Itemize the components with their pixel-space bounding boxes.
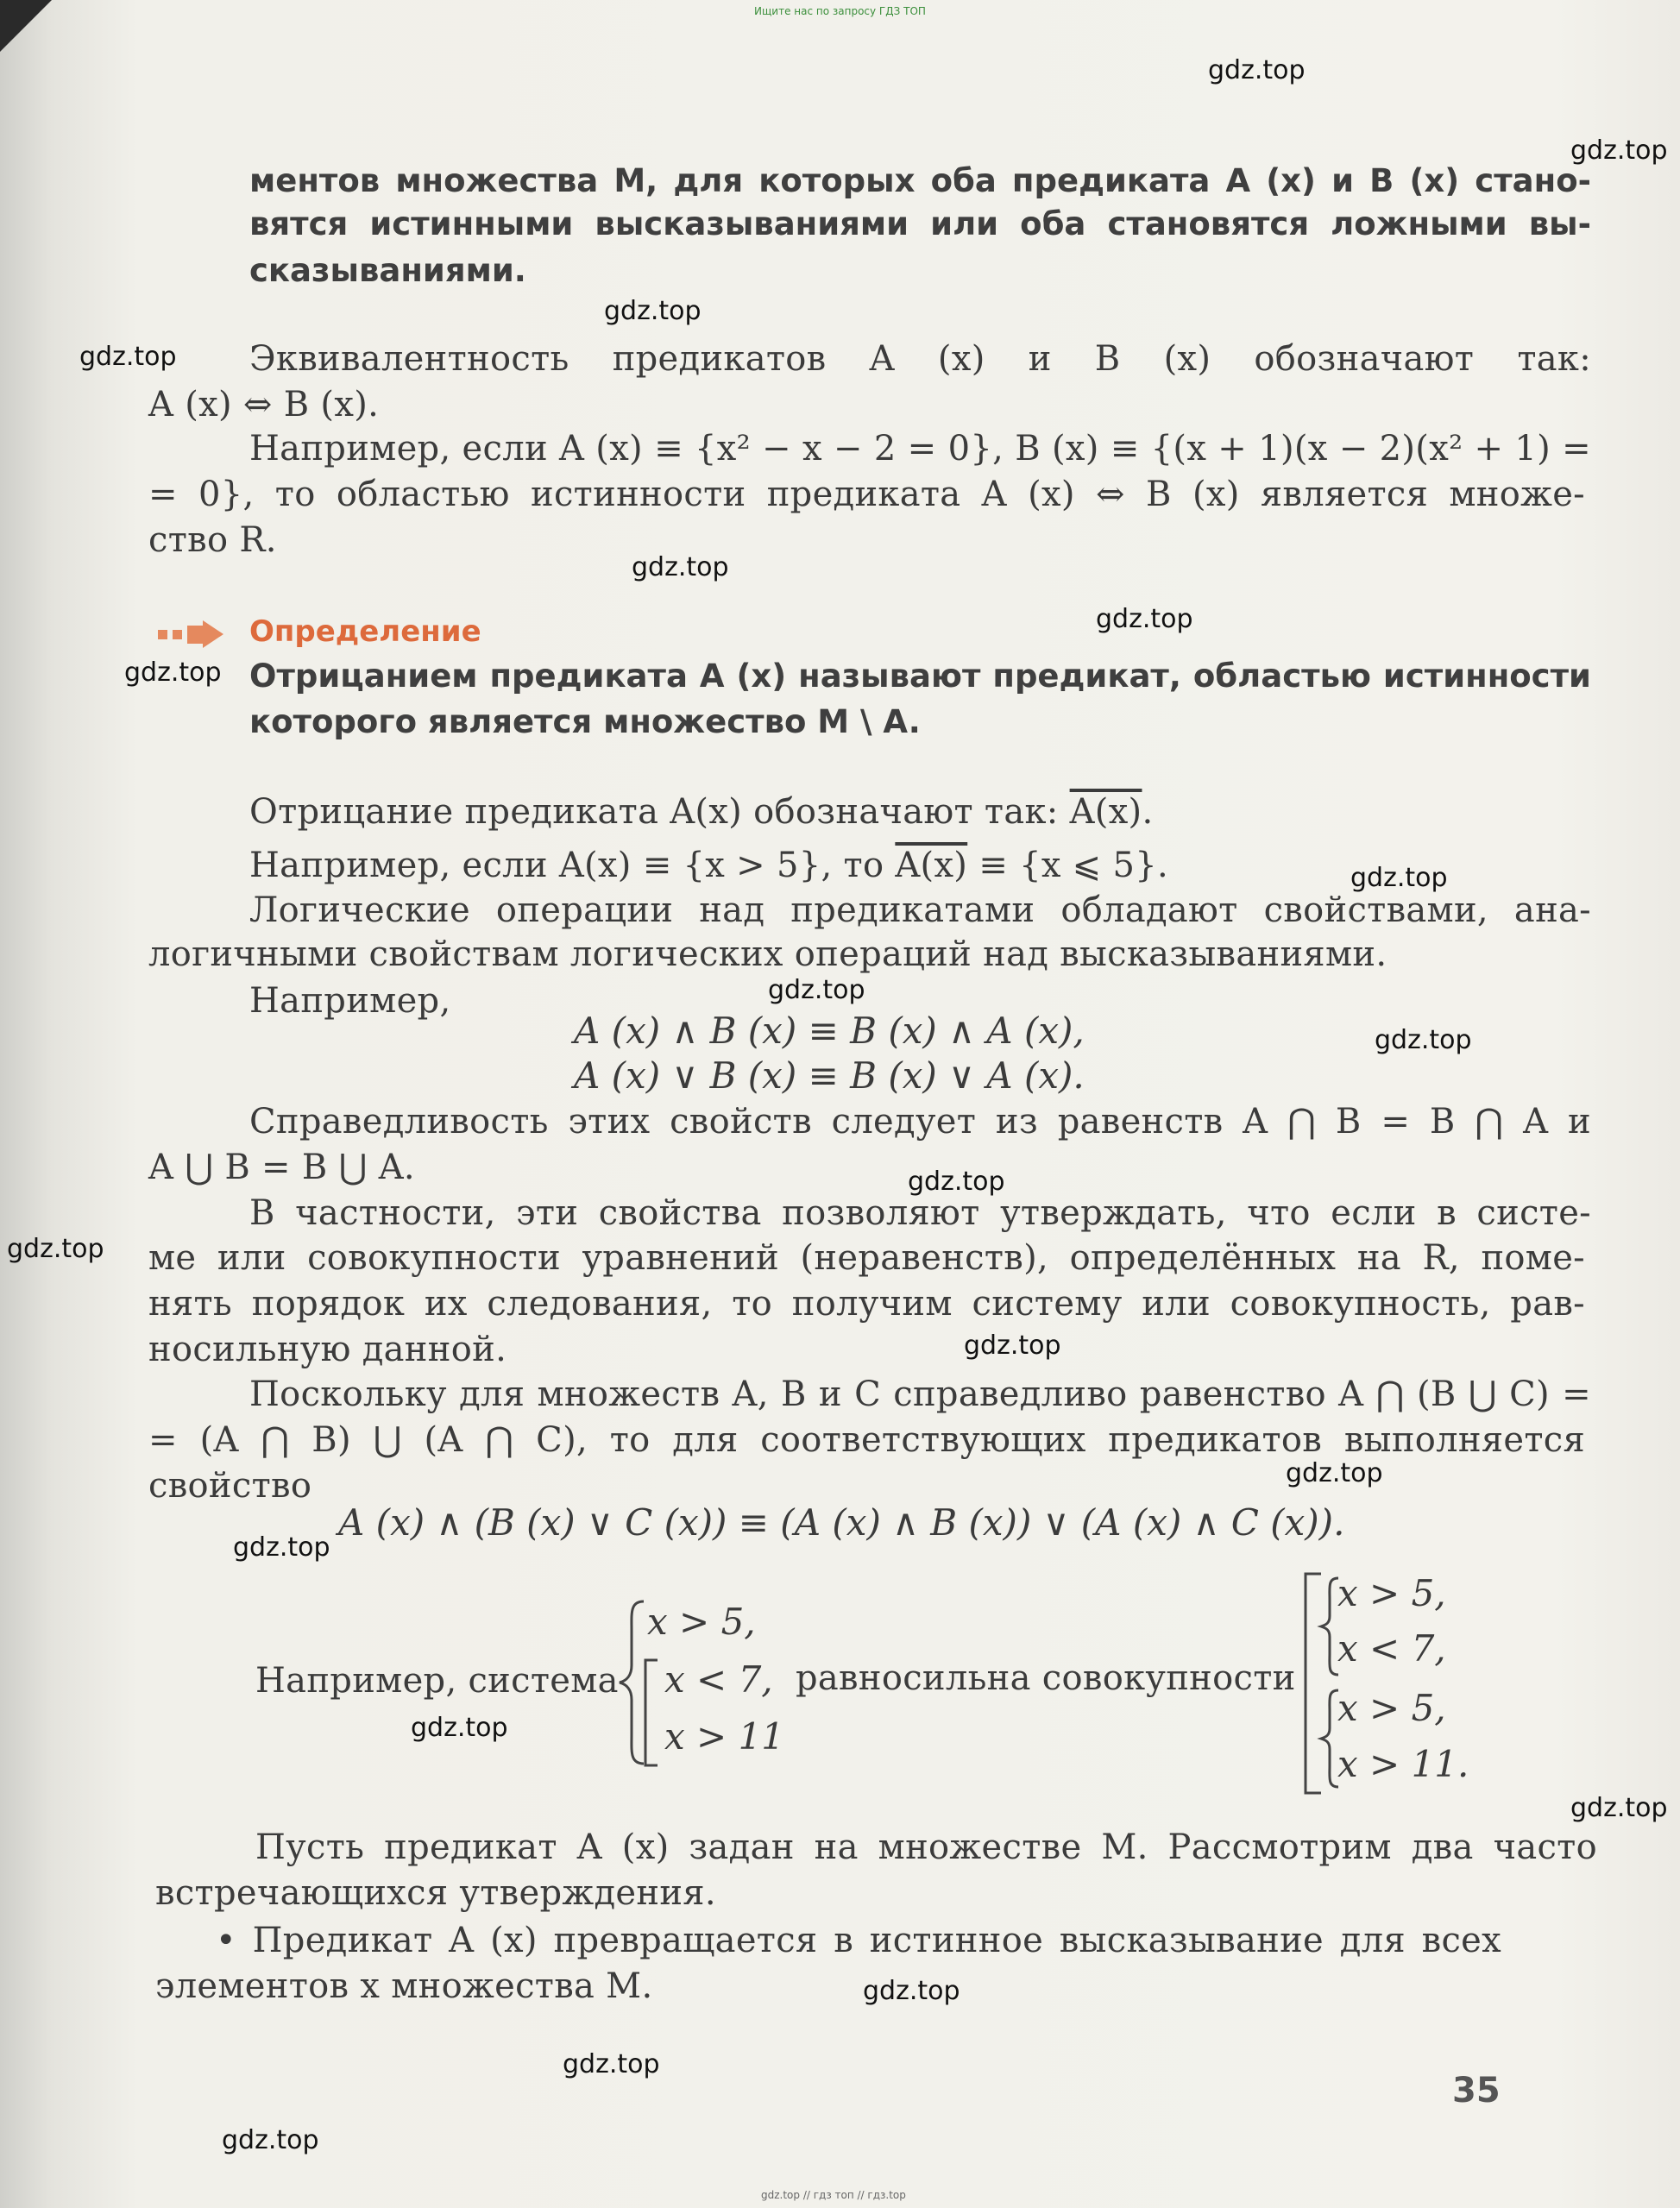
para1-line1: ментов множества M, для которых оба предиката A (x) и B (x) стано- bbox=[249, 162, 1591, 199]
para8-line4: носильную данной. bbox=[148, 1330, 507, 1369]
para8-line3: нять порядок их следования, то получим систему или совокупность, рав- bbox=[148, 1284, 1585, 1324]
watermark: gdz.top bbox=[222, 2125, 319, 2155]
para3-line2: = 0}, то областью истинности предиката A (x) ⇔ B (x) является множе- bbox=[148, 475, 1585, 514]
para3-line1: Например, если A (x) ≡ {x² − x − 2 = 0}, B (x) ≡ {(x + 1)(x − 2)(x² + 1) = bbox=[249, 429, 1591, 469]
para7-line2: A ⋃ B = B ⋃ A. bbox=[148, 1148, 415, 1187]
definition-title: Определение bbox=[249, 614, 481, 649]
para10-line1: Пусть предикат A (x) задан на множестве M. Рассмотрим два часто bbox=[255, 1827, 1597, 1867]
watermark: gdz.top bbox=[1208, 55, 1306, 85]
para2-line2: A (x) ⇔ B (x). bbox=[148, 385, 380, 425]
formula-disjunction: A (x) ∨ B (x) ≡ B (x) ∨ A (x). bbox=[574, 1054, 1085, 1097]
top-note: Ищите нас по запросу ГДЗ ТОП bbox=[754, 5, 926, 17]
watermark: gdz.top bbox=[124, 657, 222, 688]
watermark: gdz.top bbox=[964, 1330, 1061, 1361]
negation-overline-2: A(x) bbox=[895, 846, 968, 885]
system-item-2: x < 7, bbox=[664, 1658, 773, 1701]
watermark: gdz.top bbox=[1096, 604, 1193, 634]
para9-line2: = (A ⋂ B) ⋃ (A ⋂ C), то для соответствующих предикатов выполняется bbox=[148, 1420, 1585, 1460]
system-item-3: x > 11 bbox=[664, 1715, 785, 1758]
bullet-line1: • Предикат A (x) превращается в истинное высказывание для всех bbox=[216, 1921, 1501, 1960]
para6-line1: Логические операции над предикатами обладают свойствами, ана- bbox=[249, 890, 1591, 930]
para6-line2: логичными свойствам логических операций над высказываниями. bbox=[148, 934, 1387, 974]
page-number: 35 bbox=[1452, 2071, 1501, 2110]
watermark: gdz.top bbox=[632, 552, 729, 582]
para9-line3: свойство bbox=[148, 1466, 312, 1506]
system-inner-bracket bbox=[640, 1657, 659, 1769]
para1-line3: сказываниями. bbox=[249, 252, 526, 289]
watermark: gdz.top bbox=[863, 1976, 960, 2006]
para5-line1 bbox=[249, 846, 1168, 885]
watermark: gdz.top bbox=[79, 342, 177, 372]
system-label: Например, система bbox=[255, 1661, 619, 1701]
definition-line2: которого является множество M \ A. bbox=[249, 703, 921, 740]
para1-line2: вятся истинными высказываниями или оба становятся ложными вы- bbox=[249, 205, 1591, 242]
collection-item-3: x > 5, bbox=[1337, 1687, 1446, 1729]
bullet-line2: элементов x множества M. bbox=[155, 1966, 653, 2006]
watermark: gdz.top bbox=[1350, 863, 1448, 893]
definition-arrow-icon bbox=[158, 619, 227, 653]
para5-post: ≡ {x ⩽ 5}. bbox=[967, 846, 1169, 885]
para8-line2: ме или совокупности уравнений (неравенств), определённых на R, поме- bbox=[148, 1238, 1585, 1278]
para4-end: . bbox=[1142, 792, 1154, 832]
para6-line3: Например, bbox=[249, 981, 451, 1021]
watermark: gdz.top bbox=[563, 2049, 660, 2079]
page-corner bbox=[0, 0, 52, 52]
collection-item-2: x < 7, bbox=[1337, 1627, 1446, 1670]
watermark: gdz.top bbox=[908, 1167, 1005, 1197]
watermark: gdz.top bbox=[7, 1234, 104, 1264]
para2-line1: Эквивалентность предикатов A (x) и B (x) обозначают так: bbox=[249, 339, 1591, 379]
watermark: gdz.top bbox=[1570, 135, 1668, 166]
para7-line1: Справедливость этих свойств следует из равенств A ⋂ B = B ⋂ A и bbox=[249, 1102, 1591, 1142]
bottom-note: gdz.top // гдз топ // гдз.top bbox=[761, 2189, 906, 2201]
watermark: gdz.top bbox=[411, 1713, 508, 1743]
para3-line3: ство R. bbox=[148, 520, 277, 560]
para10-line2: встречающихся утверждения. bbox=[155, 1873, 716, 1913]
para4-line1 bbox=[249, 792, 1153, 832]
para4-text: Отрицание предиката A(x) обозначают так: bbox=[249, 792, 1070, 832]
definition-line1: Отрицанием предиката A (x) называют предикат, областью истинности bbox=[249, 657, 1591, 695]
watermark: gdz.top bbox=[768, 975, 865, 1005]
collection-item-1: x > 5, bbox=[1337, 1572, 1446, 1614]
watermark: gdz.top bbox=[1570, 1793, 1668, 1823]
formula-distributive: A (x) ∧ (B (x) ∨ C (x)) ≡ (A (x) ∧ B (x)) ∨ (A (x) ∧ C (x)). bbox=[338, 1501, 1345, 1544]
watermark: gdz.top bbox=[1375, 1025, 1472, 1055]
para5-pre: Например, если A(x) ≡ {x > 5}, то bbox=[249, 846, 896, 885]
system-middle-text: равносильна совокупности bbox=[796, 1658, 1296, 1698]
negation-overline: A(x) bbox=[1069, 792, 1142, 832]
system-item-1: x > 5, bbox=[647, 1601, 756, 1643]
para9-line1: Поскольку для множеств A, B и C справедливо равенство A ⋂ (B ⋃ C) = bbox=[249, 1374, 1591, 1414]
collection-item-4: x > 11. bbox=[1337, 1743, 1469, 1785]
watermark: gdz.top bbox=[604, 296, 702, 326]
watermark: gdz.top bbox=[1286, 1458, 1383, 1488]
para8-line1: В частности, эти свойства позволяют утверждать, что если в систе- bbox=[249, 1193, 1591, 1233]
watermark: gdz.top bbox=[233, 1532, 330, 1563]
formula-conjunction: A (x) ∧ B (x) ≡ B (x) ∧ A (x), bbox=[574, 1010, 1085, 1052]
